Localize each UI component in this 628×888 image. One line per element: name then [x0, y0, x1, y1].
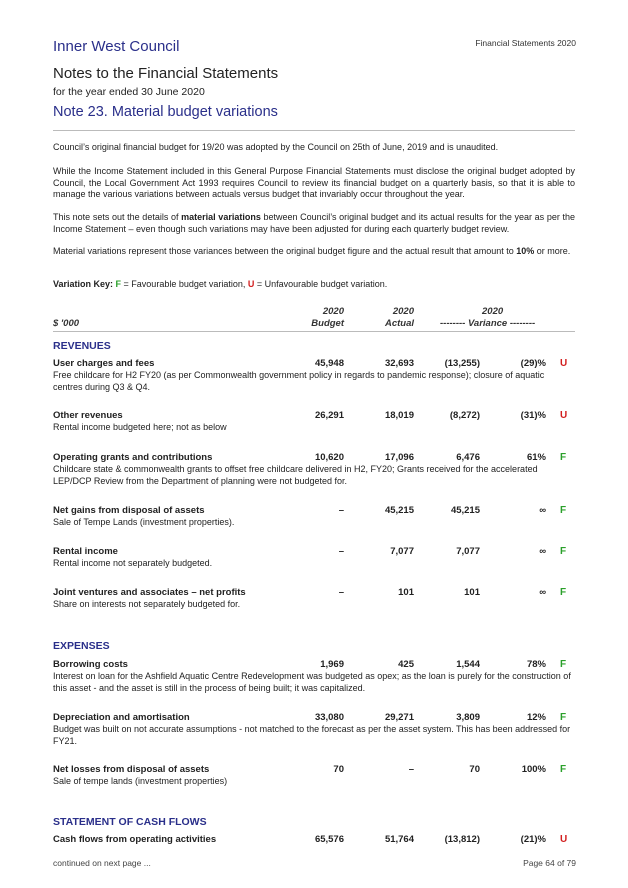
item-variance: 1,544	[456, 659, 480, 670]
budget-year-header: 2020	[322, 306, 344, 317]
item-variance: 101	[464, 587, 480, 598]
item-title: Net gains from disposal of assets	[53, 505, 205, 516]
item-variance: 6,476	[456, 452, 480, 463]
key-unfavourable-letter: U	[247, 279, 255, 289]
item-actual: 32,693	[384, 358, 414, 369]
item-flag: F	[560, 546, 567, 557]
item-description: Childcare state & commonwealth grants to offset free childcare delivered in H2, FY20; Grants received for the accelerated LEP/DCP Review from the Department of planning were not budgeted for.	[53, 464, 538, 486]
item-budget: –	[338, 546, 344, 557]
item-title: Operating grants and contributions	[53, 452, 213, 463]
item-actual: 29,271	[384, 712, 414, 723]
item-description: Sale of Tempe Lands (investment properties).	[53, 517, 235, 527]
variation-key	[53, 279, 575, 291]
item-actual: 18,019	[384, 410, 414, 421]
item-description: Interest on loan for the Ashfield Aquatic Centre Redevelopment was budgeted as opex; as the loan is purely for the construction of this asset - and the asset is still in the process of being built; it was capitalized.	[53, 671, 571, 693]
p4-text-end: or more.	[534, 246, 571, 256]
year-ended: for the year ended 30 June 2020	[53, 86, 205, 98]
item-title: Borrowing costs	[53, 659, 128, 670]
report-name: Financial Statements 2020	[475, 38, 576, 48]
section-cash-flows: STATEMENT OF CASH FLOWS	[53, 816, 207, 828]
item-title: User charges and fees	[53, 358, 155, 369]
section-expenses: EXPENSES	[53, 640, 110, 652]
unit-header: $ '000	[53, 318, 80, 329]
p3-emphasis: material variations	[181, 212, 261, 222]
item-title: Net losses from disposal of assets	[53, 764, 210, 775]
item-variance-pct: (31)%	[520, 410, 546, 421]
intro-paragraph-3	[53, 212, 575, 235]
item-title: Joint ventures and associates – net profits	[53, 587, 246, 598]
item-description: Free childcare for H2 FY20 (as per Commonwealth government policy in regards to pandemic response); closure of aquatic centres during Q3 & Q4.	[53, 370, 545, 392]
p3-text: This note sets out the details of	[53, 212, 182, 222]
item-variance-pct: 78%	[526, 659, 546, 670]
item-flag: F	[560, 505, 567, 516]
council-name: Inner West Council	[53, 38, 180, 55]
item-actual: 101	[398, 587, 414, 598]
item-title: Depreciation and amortisation	[53, 712, 190, 723]
intro-paragraph-1: Council’s original financial budget for 19/20 was adopted by the Council on 25th of June, 2019 and is unaudited.	[53, 142, 499, 152]
item-variance-pct: (21)%	[520, 834, 546, 845]
item-description: Sale of tempe lands (investment properties)	[53, 776, 228, 786]
item-flag: F	[560, 452, 567, 463]
actual-year-header: 2020	[392, 306, 414, 317]
item-budget: –	[338, 587, 344, 598]
p4-text: Material variations represent those variances between the original budget figure and the actual result that amount to	[53, 246, 517, 256]
actual-header: Actual	[384, 318, 414, 329]
item-title: Cash flows from operating activities	[53, 834, 217, 845]
key-favourable-text: = Favourable budget variation,	[121, 279, 248, 289]
item-variance: 45,215	[450, 505, 480, 516]
item-budget: 45,948	[314, 358, 344, 369]
item-variance: 3,809	[456, 712, 480, 723]
item-description: Share on interests not separately budgeted for.	[53, 599, 241, 609]
notes-title: Notes to the Financial Statements	[53, 65, 279, 82]
intro-paragraph-2: While the Income Statement included in this General Purpose Financial Statements must disclose the original budget adopted by Council, the Local Government Act 1993 requires Council to review its financial budget on a quarterly basis, so that it is able to manage the various variations between actuals versus budget that invariably occur throughout the year.	[53, 166, 575, 199]
item-variance-pct: 61%	[526, 452, 546, 463]
item-flag: U	[560, 834, 568, 845]
item-budget: 10,620	[314, 452, 344, 463]
item-budget: 26,291	[314, 410, 344, 421]
item-variance: (8,272)	[449, 410, 480, 421]
variation-key-label: Variation Key:	[53, 279, 114, 289]
item-budget: 65,576	[314, 834, 344, 845]
p3-text-end: between Council’s original budget and its actual results for the year as per the Income Statement – even though such variations may have been adjusted for during each quarterly budget review.	[53, 212, 575, 234]
item-actual: 425	[398, 659, 414, 670]
divider	[53, 130, 575, 131]
item-variance-pct: ∞	[539, 587, 546, 598]
item-actual: 7,077	[390, 546, 414, 557]
section-revenues: REVENUES	[53, 340, 111, 352]
item-actual: 17,096	[384, 452, 414, 463]
item-flag: F	[560, 587, 567, 598]
item-budget: 1,969	[320, 659, 344, 670]
page-number: Page 64 of 79	[523, 858, 576, 868]
key-unfavourable-text: = Unfavourable budget variation.	[254, 279, 388, 289]
item-actual: 45,215	[384, 505, 414, 516]
note-title: Note 23. Material budget variations	[53, 104, 278, 120]
continued-note: continued on next page ...	[53, 858, 151, 868]
item-variance: 70	[469, 764, 480, 775]
key-favourable-letter: F	[115, 279, 122, 289]
item-description: Budget was built on not accurate assumptions - not matched to the forecast as per the asset system. This has been addressed for FY21.	[53, 724, 571, 746]
item-flag: F	[560, 764, 567, 775]
p4-emphasis: 10%	[516, 246, 535, 256]
item-description: Rental income budgeted here; not as below	[53, 422, 227, 432]
item-variance-pct: 12%	[526, 712, 546, 723]
variance-year-header: 2020	[482, 306, 504, 317]
item-description: Rental income not separately budgeted.	[53, 558, 213, 568]
item-title: Other revenues	[53, 410, 123, 421]
item-actual: 51,764	[384, 834, 414, 845]
item-variance-pct: 100%	[521, 764, 546, 775]
item-budget: –	[338, 505, 344, 516]
variance-header: -------- Variance --------	[440, 318, 536, 329]
item-variance: 7,077	[456, 546, 480, 557]
item-flag: U	[560, 410, 568, 421]
item-flag: F	[560, 659, 567, 670]
budget-header: Budget	[311, 318, 344, 329]
item-flag: F	[560, 712, 567, 723]
item-title: Rental income	[53, 546, 118, 557]
item-budget: 33,080	[314, 712, 344, 723]
item-variance-pct: ∞	[539, 505, 546, 516]
item-variance: (13,812)	[444, 834, 480, 845]
item-variance-pct: ∞	[539, 546, 546, 557]
header-divider	[53, 331, 575, 332]
item-variance-pct: (29)%	[520, 358, 546, 369]
item-budget: 70	[333, 764, 344, 775]
item-actual: –	[408, 764, 414, 775]
intro-paragraph-4	[53, 246, 575, 258]
item-flag: U	[560, 358, 568, 369]
item-variance: (13,255)	[444, 358, 480, 369]
